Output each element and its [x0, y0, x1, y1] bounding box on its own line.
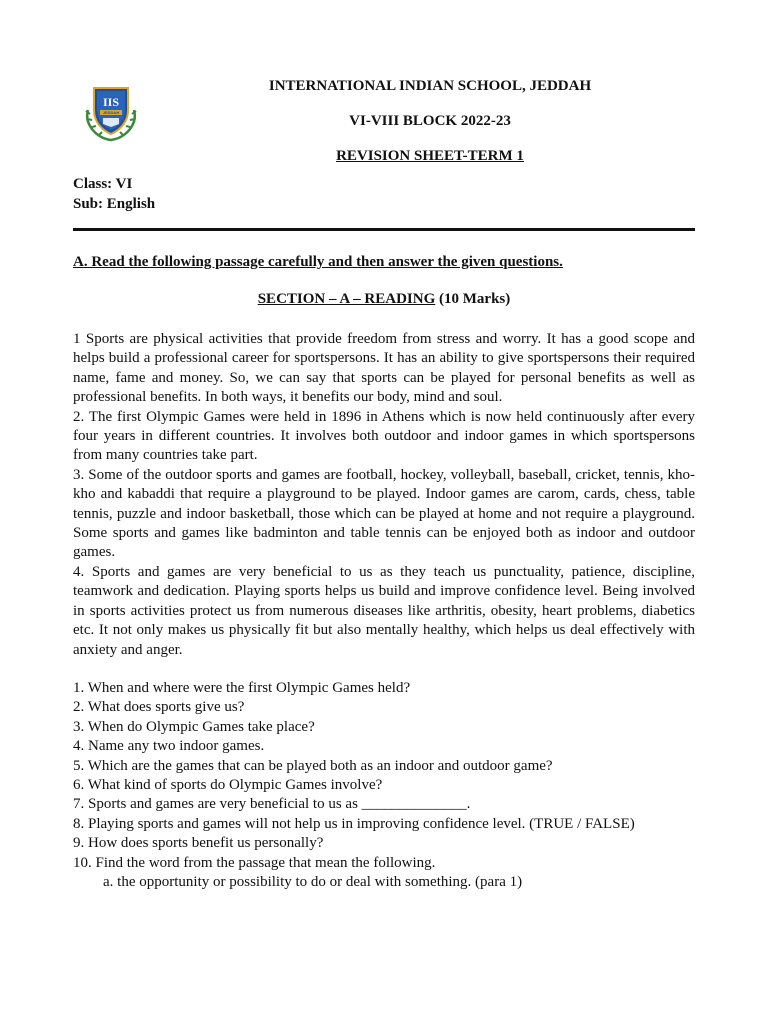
question-item: 8. Playing sports and games will not help us in improving confidence level. (TRUE / FALSE)	[73, 815, 635, 832]
passage-paragraph: 2. The first Olympic Games were held in 1896 in Athens which is now held continuously after every four years in different countries. It involves both outdoor and indoor games in which sportspersons from many countries take part.	[73, 408, 695, 464]
block-year: VI-VIII BLOCK 2022-23	[349, 113, 511, 129]
header-divider	[73, 228, 695, 231]
logo-subtext: JEDDAH	[102, 110, 120, 116]
question-item: 2. What does sports give us?	[73, 699, 245, 716]
instruction-heading: A. Read the following passage carefully and then answer the given questions.	[73, 254, 563, 270]
school-name: INTERNATIONAL INDIAN SCHOOL, JEDDAH	[268, 78, 592, 94]
passage-paragraph: 3. Some of the outdoor sports and games are football, hockey, volleyball, baseball, cricket, tennis, kho-kho and kabaddi that require a playground to be played. Indoor games are carom, cards, chess, table tennis, puzzle and indoor basketball, those which can be played at home and not require a playground. Some sports and games like badminton and table tennis can be enjoyed both as indoor and outdoor games.	[73, 466, 695, 561]
logo-text: IIS	[102, 95, 120, 109]
question-item: 4. Name any two indoor games.	[73, 738, 265, 755]
question-item: 3. When do Olympic Games take place?	[73, 718, 315, 735]
passage-paragraph: 4. Sports and games are very beneficial to us as they teach us punctuality, patience, discipline, teamwork and dedication. Playing sports helps us build and improve confidence level. Being involved in sports activities protect us from numerous diseases like arthritis, obesity, heart problems, diabetics etc. It not only makes us physically fit but also mentally healthy, which helps us deal effectively with anxiety and anger.	[73, 563, 695, 658]
school-crest-icon	[80, 80, 142, 142]
school-logo	[80, 80, 142, 142]
question-item: 7. Sports and games are very beneficial to us as ______________.	[73, 796, 471, 813]
sheet-title: REVISION SHEET-TERM 1	[336, 148, 524, 164]
section-title: SECTION – A – READING	[257, 291, 436, 307]
class-label: Class: VI	[73, 176, 133, 192]
sub-question-item: a. the opportunity or possibility to do or deal with something. (para 1)	[103, 874, 523, 891]
reading-passage	[73, 330, 695, 660]
subject-label: Sub: English	[73, 196, 156, 212]
question-item: 9. How does sports benefit us personally?	[73, 835, 324, 852]
question-item: 10. Find the word from the passage that mean the following.	[73, 854, 436, 871]
passage-paragraph: 1 Sports are physical activities that provide freedom from stress and worry. It has a good scope and helps build a professional career for sportspersons. It has an ability to give sportspersons their required name, fame and money. So, we can say that sports can be played for personal benefits as well as professional benefits. In both ways, it benefits our body, mind and soul.	[73, 331, 695, 406]
section-heading	[73, 290, 695, 308]
question-item: 1. When and where were the first Olympic Games held?	[73, 680, 411, 696]
question-item: 6. What kind of sports do Olympic Games involve?	[73, 777, 383, 794]
question-item: 5. Which are the games that can be played both as an indoor and outdoor game?	[73, 757, 553, 774]
question-list	[73, 679, 713, 892]
section-marks: (10 Marks)	[435, 291, 511, 307]
